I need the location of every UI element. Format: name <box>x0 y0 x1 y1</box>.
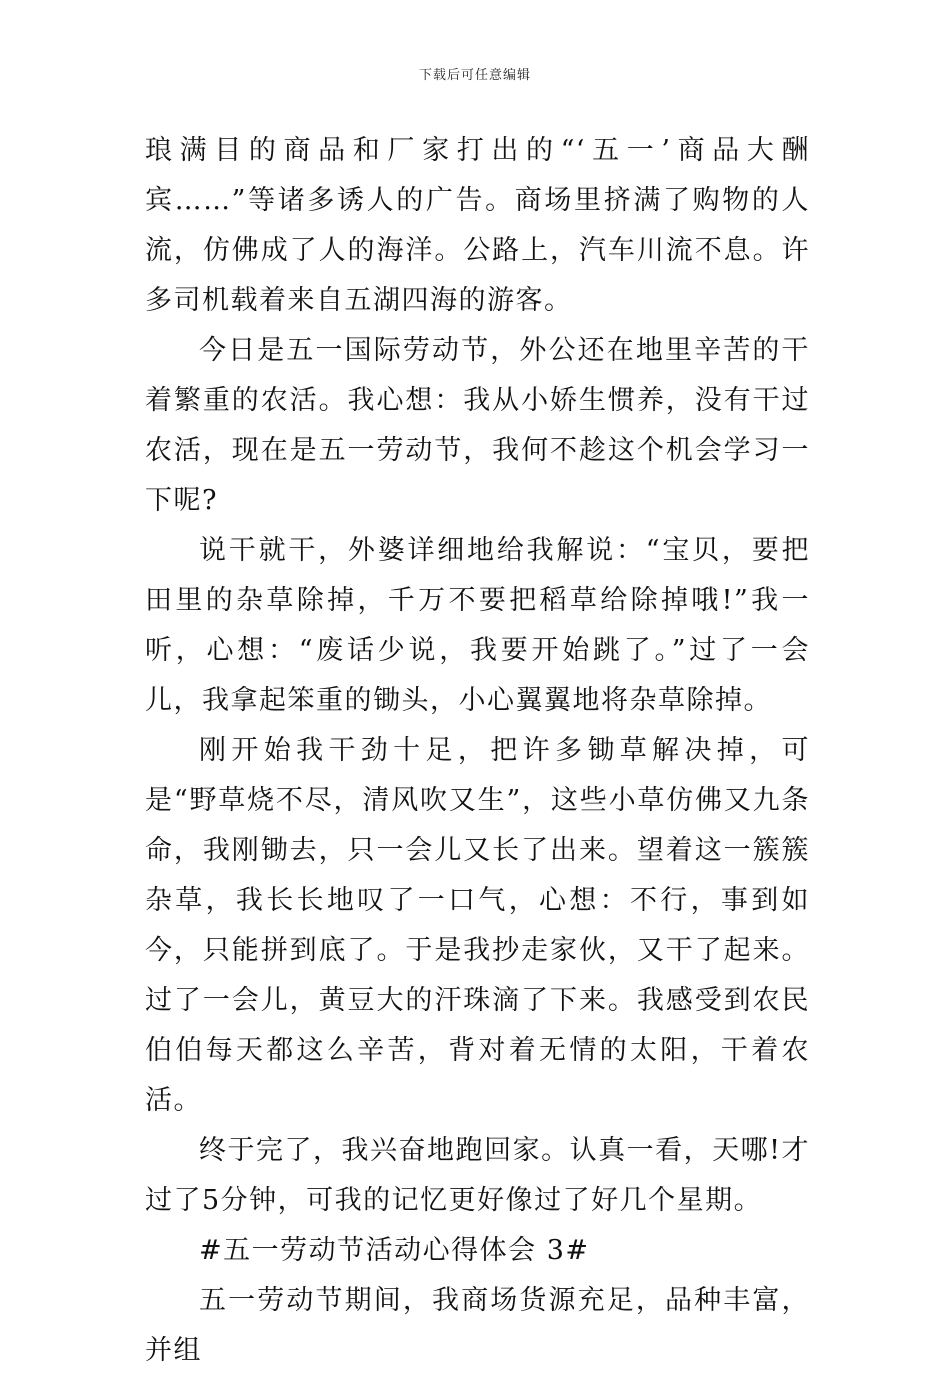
header-note: 下载后可任意编辑 <box>418 68 531 83</box>
paragraph-1: 琅满目的商品和厂家打出的“‘五一’商品大酬宾……”等诸多诱人的广告。商场里挤满了购物的人流，仿佛成了人的海洋。公路上，汽车川流不息。许多司机载着来自五湖四海的游客。 <box>145 135 810 316</box>
section-heading: #五一劳动节活动心得体会 3# <box>199 1235 590 1266</box>
paragraph-6: 五一劳动节期间，我商场货源充足，品种丰富，并组 <box>145 1285 810 1366</box>
document-body <box>145 126 810 1376</box>
paragraph-2: 今日是五一国际劳动节，外公还在地里辛苦的干着繁重的农活。我心想：我从小娇生惯养，没有干过农活，现在是五一劳动节，我何不趁这个机会学习一下呢? <box>145 335 810 516</box>
paragraph-5: 终于完了，我兴奋地跑回家。认真一看，天哪!才过了5分钟，可我的记忆更好像过了好几个星期。 <box>145 1135 810 1216</box>
paragraph-4: 刚开始我干劲十足，把许多锄草解决掉，可是“野草烧不尽，清风吹又生”，这些小草仿佛又九条命，我刚锄去，只一会儿又长了出来。望着这一簇簇杂草，我长长地叹了一口气，心想：不行，事到如今，只能拼到底了。于是我抄走家伙，又干了起来。过了一会儿，黄豆大的汗珠滴了下来。我感受到农民伯伯每天都这么辛苦，背对着无情的太阳，干着农活。 <box>145 735 810 1116</box>
paragraph-3: 说干就干，外婆详细地给我解说：“宝贝，要把田里的杂草除掉，千万不要把稻草给除掉哦!”我一听，心想：“废话少说，我要开始跳了。”过了一会儿，我拿起笨重的锄头，小心翼翼地将杂草除掉。 <box>145 535 810 716</box>
